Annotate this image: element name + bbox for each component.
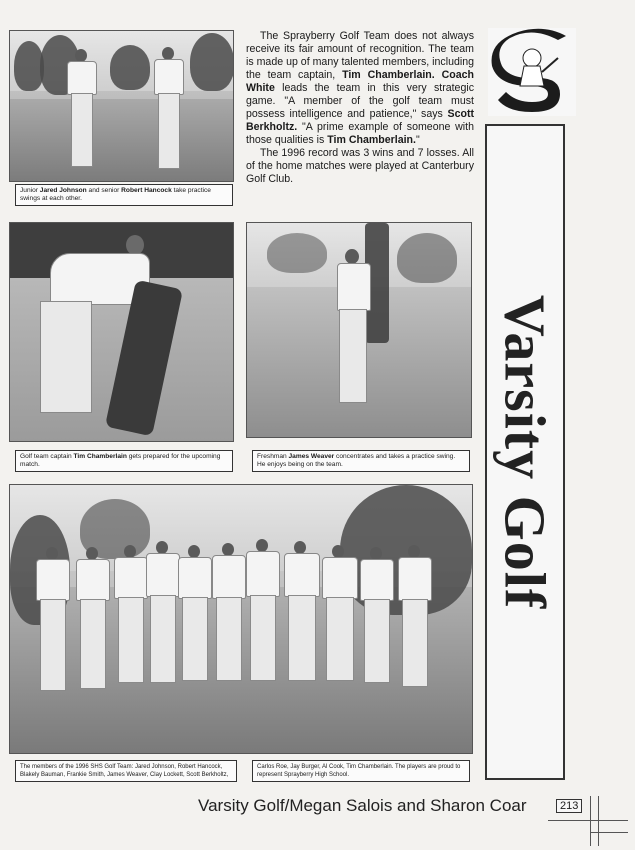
title-panel bbox=[485, 124, 565, 780]
golfer-mascot-icon bbox=[488, 28, 576, 116]
page-footer: Varsity Golf/Megan Salois and Sharon Coar bbox=[198, 796, 527, 815]
footer-rule bbox=[590, 796, 591, 846]
caption-team-right: Carlos Roe, Jay Burger, Al Cook, Tim Chamberlain. The players are proud to represent Sprayberry High School. bbox=[252, 760, 470, 782]
page-title: Varsity Golf bbox=[492, 294, 558, 610]
footer-rule bbox=[548, 820, 628, 821]
photo-grass bbox=[10, 99, 233, 182]
story-paragraph-1: The Sprayberry Golf Team does not always receive its fair amount of recognition. The team is made up of many talented members, including the team captain, Tim Chamberlain. Coach White leads the team in this very strategic game. "A member of the golf team must possess intelligence and patience," says Scott Berkholtz. "A prime example of someone with those qualities is Tim Chamberlain." bbox=[246, 30, 474, 146]
tree bbox=[397, 233, 457, 283]
page-number: 213 bbox=[556, 799, 582, 813]
photo-team bbox=[9, 484, 473, 754]
caption-captain: Golf team captain Tim Chamberlain gets prepared for the upcoming match. bbox=[15, 450, 233, 472]
tree bbox=[267, 233, 327, 273]
tree bbox=[190, 33, 234, 91]
photo-swing bbox=[246, 222, 472, 438]
photo-two-golfers bbox=[9, 30, 234, 182]
caption-two-golfers: Junior Jared Johnson and senior Robert Hancock take practice swings at each other. bbox=[15, 184, 233, 206]
photo-captain-bag bbox=[9, 222, 234, 442]
footer-rule bbox=[598, 796, 599, 846]
story-paragraph-2: The 1996 record was 3 wins and 7 losses. All of the home matches were played at Canterbury Golf Club. bbox=[246, 147, 474, 185]
caption-team-left: The members of the 1996 SHS Golf Team: Jared Johnson, Robert Hancock, Blakely Bauman, Frankie Smith, James Weaver, Clay Lockett, Scott Berkholtz, bbox=[15, 760, 237, 782]
school-logo bbox=[488, 28, 576, 116]
footer-rule bbox=[590, 832, 628, 833]
story-text bbox=[246, 30, 474, 186]
tree bbox=[110, 45, 150, 90]
caption-swing: Freshman James Weaver concentrates and takes a practice swing. He enjoys being on the team. bbox=[252, 450, 470, 472]
